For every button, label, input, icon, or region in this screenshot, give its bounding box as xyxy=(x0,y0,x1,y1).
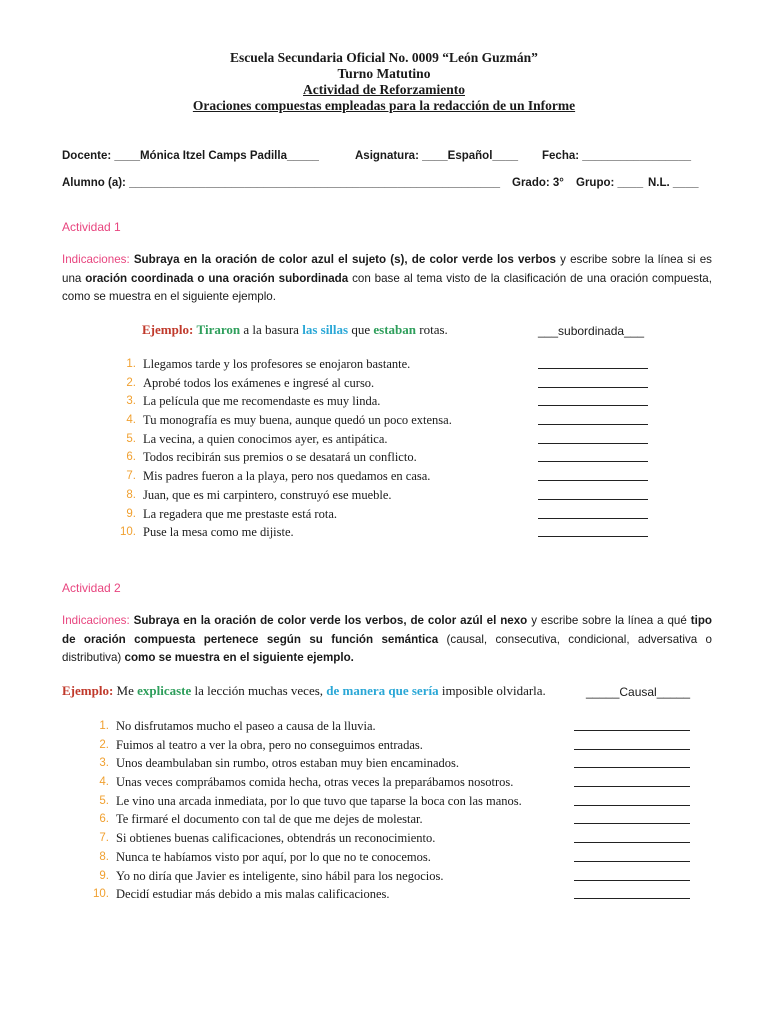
item-number: 7. xyxy=(126,470,136,483)
item-number: 6. xyxy=(126,451,136,464)
item-number: 5. xyxy=(126,432,136,445)
answer-line[interactable] xyxy=(538,368,648,369)
instr-part-b: y escribe sobre la línea si es una xyxy=(62,253,712,285)
example-part-2: la lección muchas veces, xyxy=(194,683,324,698)
school-name: Escuela Secundaria Oficial No. 0009 “León Guzmán” xyxy=(230,50,538,65)
item-sentence: Le vino una arcada inmediata, por lo que tuvo que taparse la boca con las manos. xyxy=(116,793,522,808)
instr-part-d: (causal, consecutiva, condicional, adversativa o distributiva) xyxy=(62,632,712,664)
list-item xyxy=(118,374,658,393)
answer-line[interactable] xyxy=(574,767,690,768)
example-part-3: imposible olvidarla. xyxy=(441,683,546,698)
list-item xyxy=(118,355,658,374)
list-item xyxy=(91,773,701,792)
activity-1-title: Actividad 1 xyxy=(62,220,121,234)
alumno-field: Alumno (a): __________________________________________________________ xyxy=(62,177,501,189)
item-number: 6. xyxy=(99,813,109,826)
instr-part-c: oración coordinada o una oración subordinada xyxy=(85,271,349,285)
list-item xyxy=(118,448,658,467)
list-item xyxy=(91,754,701,773)
example-verb: explicaste xyxy=(137,683,192,698)
docente-field: Docente: ____Mónica Itzel Camps Padilla_____ xyxy=(62,150,319,162)
activity-2-title: Actividad 2 xyxy=(62,581,121,595)
activity-2-list xyxy=(91,717,701,904)
instr-part-b: y escribe sobre la línea a qué xyxy=(531,614,687,627)
grupo-field: Grupo: ____ xyxy=(576,177,644,189)
example-label: Ejemplo: xyxy=(62,683,114,698)
asignatura-field: Asignatura: ____Español____ xyxy=(355,150,518,162)
item-sentence: La película que me recomendaste es muy linda. xyxy=(143,394,381,409)
activity-1-example xyxy=(142,322,448,338)
shift: Turno Matutino xyxy=(337,66,431,81)
item-number: 1. xyxy=(126,358,136,370)
item-number: 8. xyxy=(126,488,136,501)
item-sentence: Te firmaré el documento con tal de que me dejes de molestar. xyxy=(116,812,423,827)
example-subject: las sillas xyxy=(302,322,349,337)
item-sentence: Fuimos al teatro a ver la obra, pero no conseguimos entradas. xyxy=(116,737,423,752)
item-number: 3. xyxy=(126,395,136,408)
instr-part-e: como se muestra en el siguiente ejemplo. xyxy=(124,651,354,664)
list-item xyxy=(91,792,701,811)
instr-part-c: tipo de oración compuesta pertenece según su función semántica xyxy=(62,614,712,646)
activity-1-example-answer: ___subordinada___ xyxy=(538,324,645,338)
item-number: 7. xyxy=(99,832,109,845)
list-item xyxy=(118,411,658,430)
item-sentence: Si obtienes buenas calificaciones, obtendrás un reconocimiento. xyxy=(116,831,436,846)
answer-line[interactable] xyxy=(574,861,690,862)
example-part-3: rotas. xyxy=(419,322,448,337)
answer-line[interactable] xyxy=(574,749,690,750)
list-item xyxy=(118,486,658,505)
fecha-field: Fecha: _________________ xyxy=(542,150,691,162)
example-label: Ejemplo: xyxy=(142,322,194,337)
answer-line[interactable] xyxy=(538,424,648,425)
nl-field: N.L. ____ xyxy=(648,177,699,189)
answer-line[interactable] xyxy=(538,499,648,500)
list-item xyxy=(118,430,658,449)
item-sentence: Aprobé todos los exámenes e ingresé al curso. xyxy=(143,375,375,390)
item-sentence: La vecina, a quien conocimos ayer, es antipática. xyxy=(143,431,388,446)
item-number: 10. xyxy=(93,888,109,901)
answer-line[interactable] xyxy=(538,480,648,481)
item-sentence: Tu monografía es muy buena, aunque quedó un poco extensa. xyxy=(143,413,452,428)
list-item xyxy=(91,810,701,829)
item-number: 10. xyxy=(120,526,136,539)
activity-2-example xyxy=(62,683,546,699)
item-sentence: Decidí estudiar más debido a mis malas calificaciones. xyxy=(116,887,390,902)
instr-part-a: Subraya en la oración de color azul el sujeto (s), de color verde los verbos xyxy=(133,253,556,266)
answer-line[interactable] xyxy=(574,842,690,843)
item-sentence: No disfrutamos mucho el paseo a causa de la lluvia. xyxy=(116,719,376,733)
example-verb-2: estaban xyxy=(373,322,416,337)
list-item xyxy=(91,867,701,886)
item-number: 2. xyxy=(99,738,109,751)
item-sentence: Llegamos tarde y los profesores se enojaron bastante. xyxy=(143,357,411,371)
answer-line[interactable] xyxy=(574,786,690,787)
example-nexus: de manera que sería xyxy=(326,683,439,698)
list-item xyxy=(91,736,701,755)
item-sentence: La regadera que me prestaste está rota. xyxy=(143,506,337,521)
document-header xyxy=(0,50,768,114)
list-item xyxy=(91,717,701,736)
answer-line[interactable] xyxy=(538,518,648,519)
grado-field: Grado: 3° xyxy=(512,177,564,189)
list-item xyxy=(118,392,658,411)
answer-line[interactable] xyxy=(574,880,690,881)
answer-line[interactable] xyxy=(538,443,648,444)
answer-line[interactable] xyxy=(538,536,648,537)
example-part-1: Me xyxy=(116,683,134,698)
answer-line[interactable] xyxy=(538,387,648,388)
activity-heading: Actividad de Reforzamiento xyxy=(303,82,465,97)
topic-heading: Oraciones compuestas empleadas para la redacción de un Informe xyxy=(192,98,576,113)
example-part-1: a la basura xyxy=(243,322,299,337)
item-sentence: Puse la mesa como me dijiste. xyxy=(143,525,294,540)
activity-1-instructions xyxy=(62,251,712,307)
instr-part-d: con base al tema visto de la clasificación de una oración compuesta, como se muestra en el siguiente ejemplo. xyxy=(62,271,712,303)
list-item xyxy=(91,885,701,904)
item-number: 9. xyxy=(99,869,109,882)
answer-line[interactable] xyxy=(538,405,648,406)
answer-line[interactable] xyxy=(574,898,690,899)
item-sentence: Nunca te habíamos visto por aquí, por lo que no te conocemos. xyxy=(116,849,431,864)
activity-2-example-answer: _____Causal_____ xyxy=(586,685,691,699)
item-number: 5. xyxy=(99,794,109,807)
answer-line[interactable] xyxy=(574,805,690,806)
item-sentence: Todos recibirán sus premios o se desatará un conflicto. xyxy=(143,450,417,465)
item-number: 4. xyxy=(126,414,136,427)
answer-line[interactable] xyxy=(538,461,648,462)
list-item xyxy=(118,523,658,542)
item-sentence: Mis padres fueron a la playa, pero nos quedamos en casa. xyxy=(143,469,431,484)
instr-part-a: Subraya en la oración de color verde los verbos, de color azúl el nexo xyxy=(133,614,528,627)
list-item xyxy=(91,829,701,848)
list-item xyxy=(91,848,701,867)
item-number: 4. xyxy=(99,776,109,789)
activity-1-list xyxy=(118,355,658,542)
list-item xyxy=(118,467,658,486)
answer-line[interactable] xyxy=(574,730,690,731)
item-number: 3. xyxy=(99,757,109,770)
item-sentence: Yo no diría que Javier es inteligente, sino hábil para los negocios. xyxy=(116,868,444,883)
item-number: 9. xyxy=(126,507,136,520)
item-sentence: Juan, que es mi carpintero, construyó ese mueble. xyxy=(143,487,392,502)
item-number: 8. xyxy=(99,850,109,863)
instructions-label: Indicaciones: xyxy=(62,253,130,266)
item-number: 1. xyxy=(99,720,109,732)
instructions-label: Indicaciones: xyxy=(62,614,130,627)
example-verb-1: Tiraron xyxy=(196,322,241,337)
answer-line[interactable] xyxy=(574,823,690,824)
item-sentence: Unos deambulaban sin rumbo, otros estaban muy bien encaminados. xyxy=(116,756,459,771)
item-sentence: Unas veces comprábamos comida hecha, otras veces la preparábamos nosotros. xyxy=(116,775,514,790)
item-number: 2. xyxy=(126,376,136,389)
list-item xyxy=(118,505,658,524)
example-part-2: que xyxy=(351,322,371,337)
activity-2-instructions xyxy=(62,612,712,668)
